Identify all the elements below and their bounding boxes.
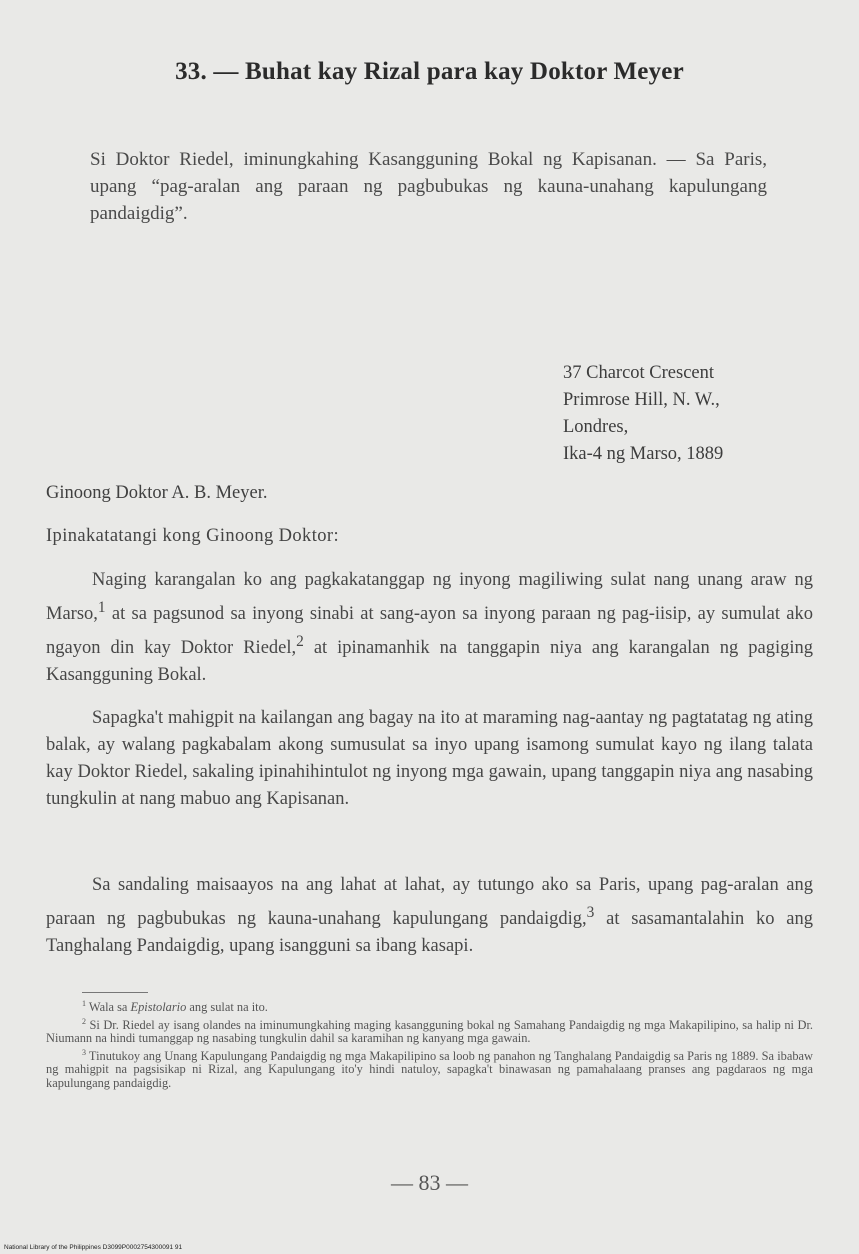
footnote-text: Tinutukoy ang Unang Kapulungang Pandaigdig ng mga Makapilipino sa loob ng panahon ng Tanghalang Pandaigdig sa Paris ng 1889. Sa ibabaw ng mahigpit na pagsisikap ni Rizal, ang Kapulungang ito'y hindi natuloy, sapagka't binawasan ng pamahalaang pranses ang pagdaraos ng mga kapulungang pandaigdig.: [46, 1048, 813, 1090]
footnote-marker: 3: [586, 904, 595, 921]
letter-date: Ika-4 ng Marso, 1889: [563, 444, 724, 464]
page-number: — 83 —: [391, 1170, 468, 1195]
footnote-marker: 2: [296, 633, 304, 651]
paragraph-text: at sa pagsunod sa inyong sinabi at sang-ayon sa inyong paraan ng pag-iisip, ay sumulat ako ngayon din kay Doktor Riedel,: [46, 604, 813, 659]
footnote-text: Si Dr. Riedel ay isang olandes na iminumungkahing maging kasangguning bokal ng Samahang Pandaigdig ng mga Makapilipino, sa halip ni Dr. Niumann na hindi tumanggap ng nasabing tungkulin dahil sa karamihan ng kanyang mga gawain.: [46, 1017, 813, 1046]
paragraph-text: Sa sandaling maisaayos na ang lahat at lahat, ay tutungo ako sa Paris, upang pag-aralan ang paraan ng pagbubukas ng kauna-unahang kapulungang pandaigdig,: [46, 875, 813, 930]
footnote-text: ang sulat na ito.: [186, 1000, 268, 1015]
paragraph-text: at ipinamanhik na tanggapin niya ang karangalan ng pagiging Kasangguning Bokal.: [46, 638, 813, 686]
address-city: Londres,: [563, 417, 629, 437]
footnote-number: 3: [82, 1047, 86, 1057]
body-paragraph-2: Sapagka't mahigpit na kailangan ang bagay na ito at maraming nag-aantay ng pagtatatag ng ating balak, ay walang pagkabalam akong sumusulat sa inyo upang isamong sumulat kayo ng ilang talata kay Doktor Riedel, sakaling ipinahihintulot ng inyong mga gawain, upang tanggapin niya ang nasabing tungkulin at nang mabuo ang Kapisanan.: [46, 708, 813, 809]
footnotes: [46, 997, 813, 1090]
footnote-title: Epistolario: [130, 1000, 187, 1015]
footnote-2: [46, 1015, 813, 1046]
body-paragraph-3: [46, 872, 813, 960]
footnote-divider: [82, 992, 148, 993]
salutation: Ipinakatatangi kong Ginoong Doktor:: [46, 526, 339, 546]
addressee: Ginoong Doktor A. B. Meyer.: [46, 483, 268, 503]
library-credit: National Library of the Philippines D3099P0002754300091 91: [4, 1244, 183, 1251]
body-paragraph-1: [46, 567, 813, 689]
address-district: Primrose Hill, N. W.,: [563, 390, 720, 410]
paragraph-text: at sasamantalahin ko ang Tanghalang Pandaigdig, upang isangguni sa ibang kasapi.: [46, 909, 813, 957]
letter-title: 33. — Buhat kay Rizal para kay Doktor Meyer: [175, 58, 684, 85]
paragraph-text: Naging karangalan ko ang pagkakatanggap ng inyong magiliwing sulat nang unang araw ng Marso,: [46, 570, 813, 625]
address-street: 37 Charcot Crescent: [563, 363, 715, 383]
footnote-1: [46, 997, 813, 1015]
footnote-text: Wala sa: [86, 1000, 131, 1015]
footnote-marker: 1: [97, 599, 106, 616]
footnote-number: 1: [82, 999, 86, 1008]
sender-address-block: [563, 360, 833, 468]
letter-summary: Si Doktor Riedel, iminungkahing Kasangguning Bokal ng Kapisanan. — Sa Paris, upang “pag-aralan ang paraan ng pagbubukas ng kauna-unahang kapulungang pandaigdig”.: [90, 149, 767, 224]
footnote-number: 2: [82, 1016, 86, 1026]
footnote-3: [46, 1046, 813, 1091]
